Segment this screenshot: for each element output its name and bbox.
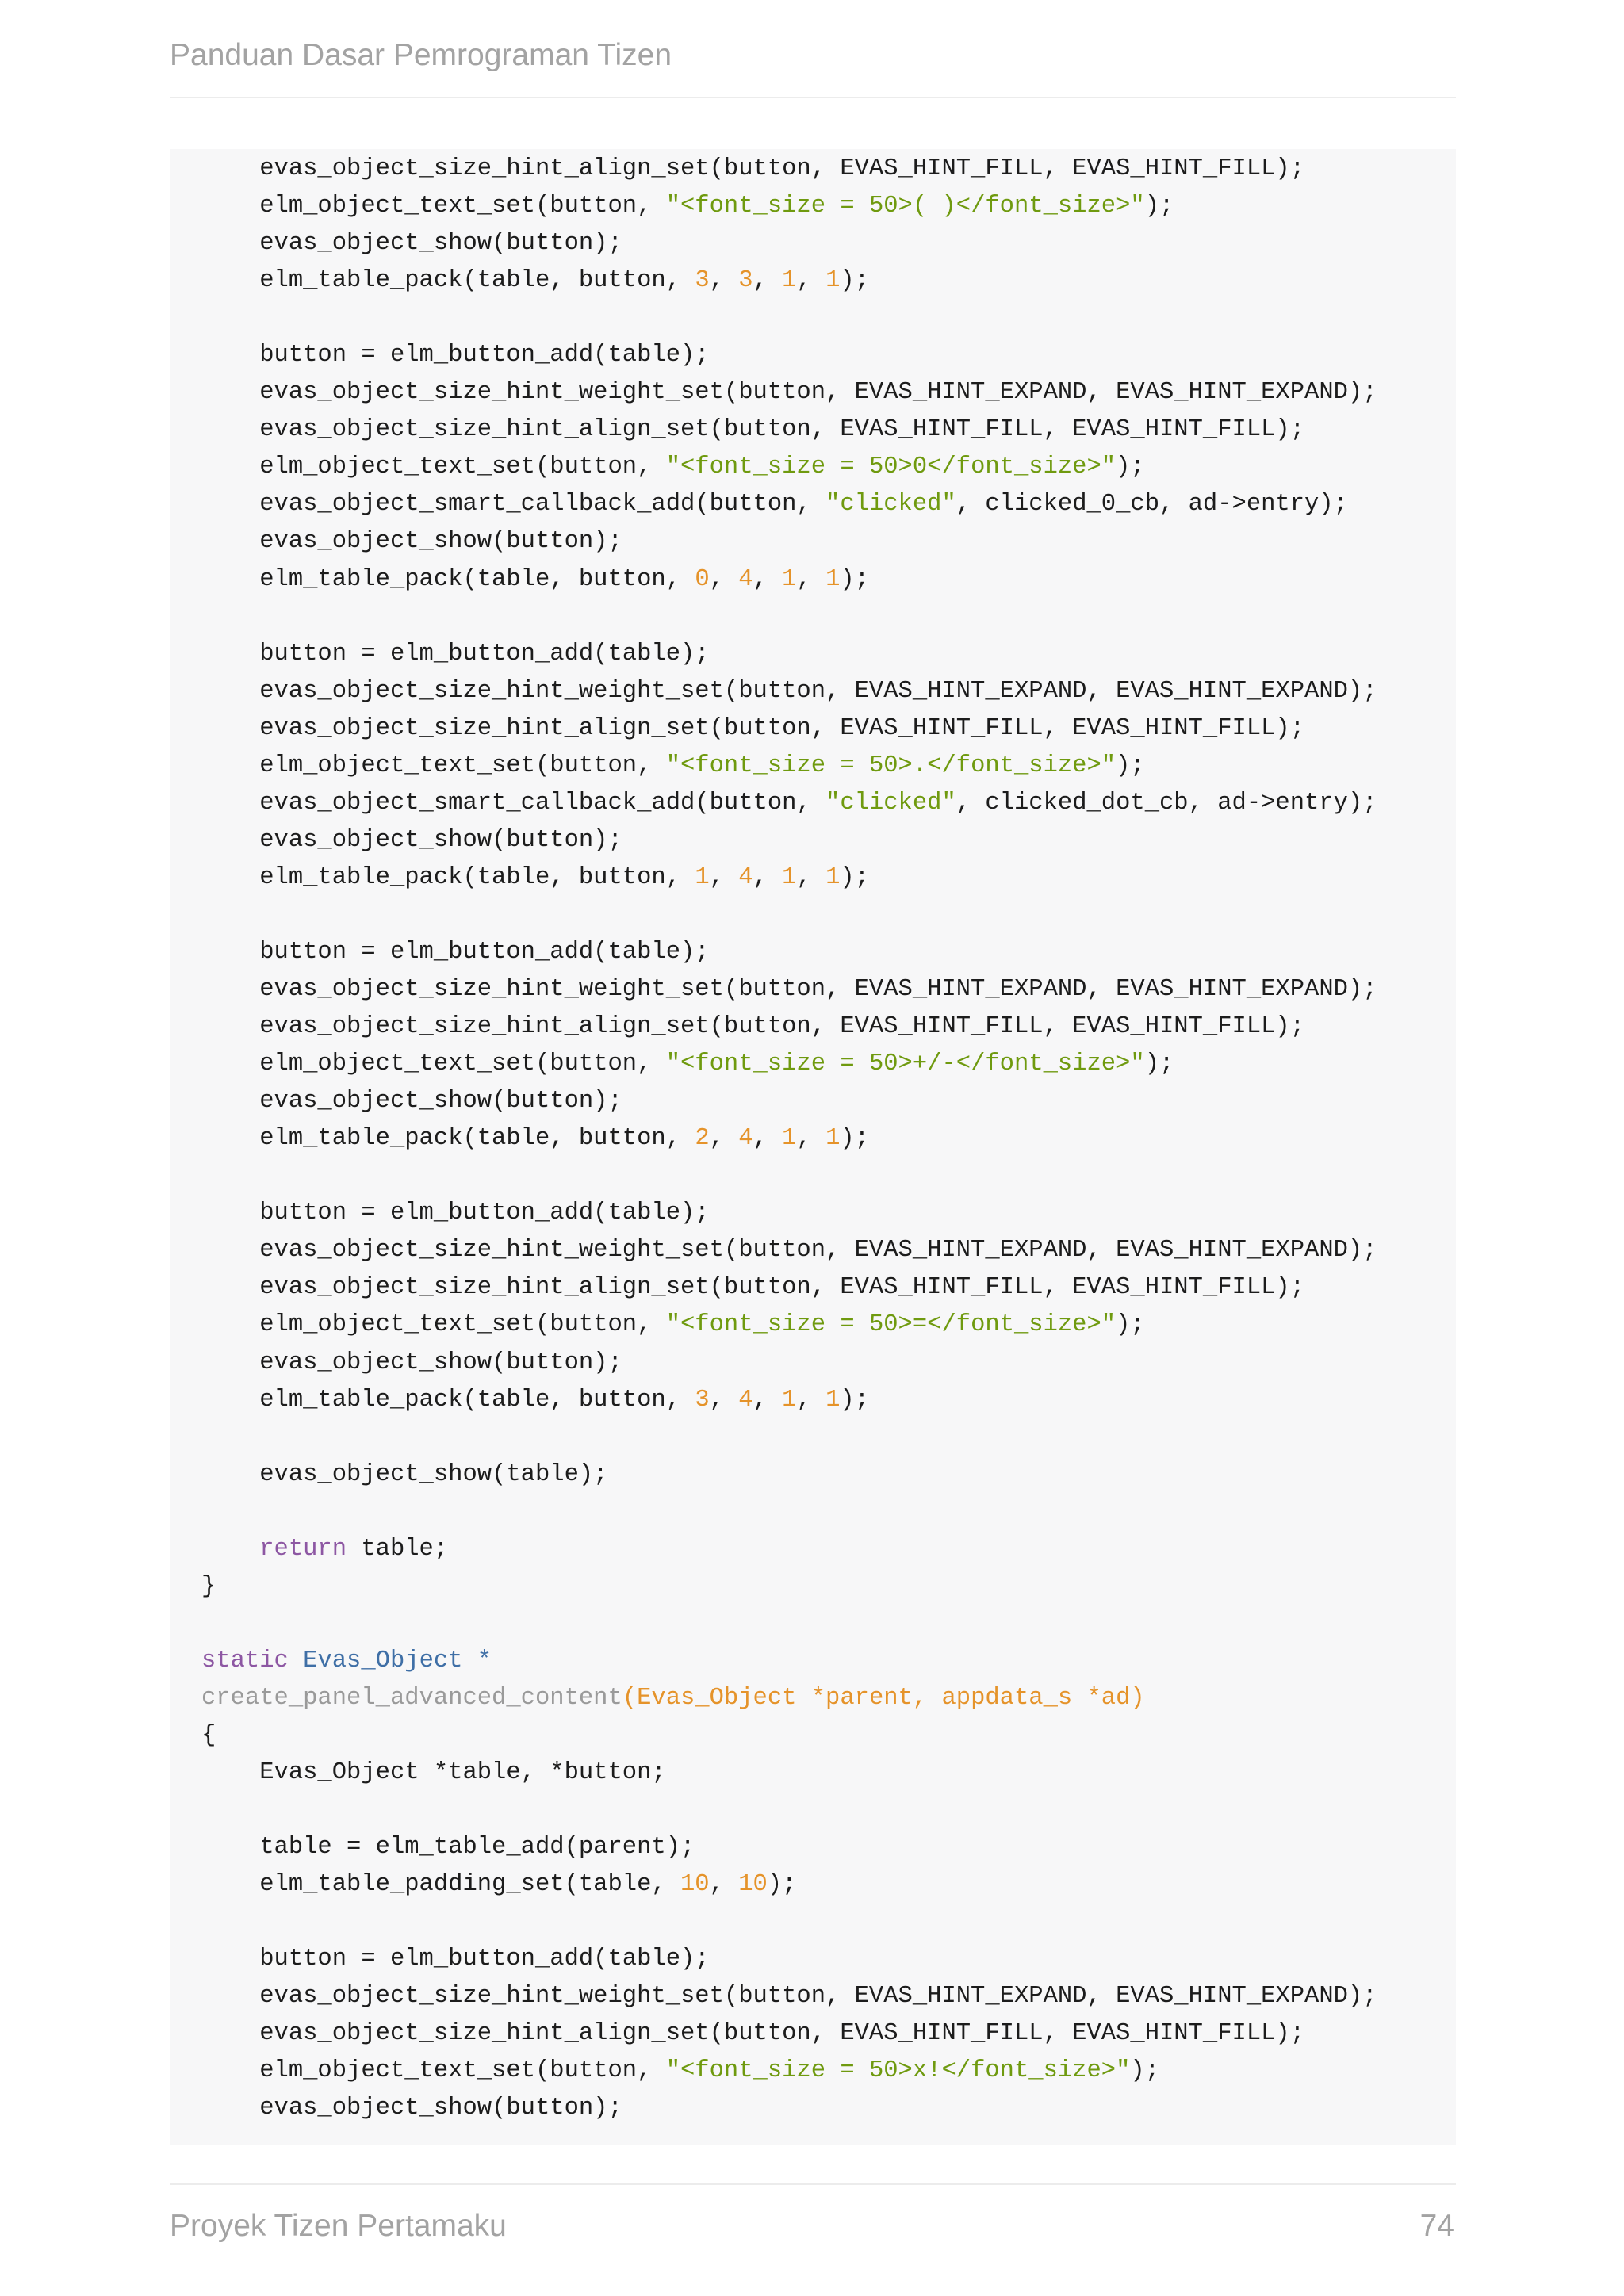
- code-token: elm_table_pack(table, button,: [201, 267, 695, 295]
- code-token: );: [1116, 752, 1145, 779]
- code-token: "<font_size = 50>0</font_size>": [665, 453, 1116, 481]
- code-line: [201, 1717, 1377, 1755]
- code-token: "<font_size = 50>+/-</font_size>": [665, 1050, 1145, 1078]
- code-token: evas_object_size_hint_align_set(button, EVAS_HINT_FILL, EVAS_HINT_FILL);: [201, 1274, 1305, 1302]
- code-line: [201, 1531, 1377, 1568]
- code-token: 1: [782, 1386, 797, 1414]
- code-token: "clicked": [825, 789, 956, 817]
- code-token: "<font_size = 50>x!</font_size>": [665, 2057, 1131, 2085]
- code-token: 4: [738, 1386, 753, 1414]
- code-token: ,: [709, 1386, 739, 1414]
- code-line: [201, 1792, 1377, 1829]
- code-token: evas_object_smart_callback_add(button,: [201, 491, 826, 519]
- code-token: button = elm_button_add(table);: [201, 1200, 710, 1227]
- code-token: static: [201, 1647, 289, 1674]
- page-header-title: Panduan Dasar Pemrograman Tizen: [170, 38, 672, 72]
- code-token: 1: [825, 1125, 841, 1153]
- code-token: "<font_size = 50>( )</font_size>": [665, 193, 1145, 220]
- code-token: table = elm_table_add(parent);: [201, 1834, 695, 1862]
- code-line: [201, 1419, 1377, 1456]
- code-line: [201, 2015, 1377, 2053]
- code-token: 1: [695, 863, 710, 891]
- code-line: [201, 934, 1377, 971]
- code-line: [201, 1904, 1377, 1941]
- code-line: [201, 1456, 1377, 1494]
- code-token: elm_table_pack(table, button,: [201, 1125, 695, 1153]
- code-line: [201, 1568, 1377, 1605]
- code-line: [201, 337, 1377, 374]
- code-line: [201, 785, 1377, 822]
- code-line: [201, 1158, 1377, 1195]
- code-token: evas_object_smart_callback_add(button,: [201, 789, 826, 817]
- code-token: [201, 1536, 259, 1563]
- code-token: 3: [695, 1386, 710, 1414]
- code-token: , clicked_dot_cb, ad->entry);: [956, 789, 1377, 817]
- code-token: evas_object_size_hint_align_set(button, EVAS_HINT_FILL, EVAS_HINT_FILL);: [201, 416, 1305, 444]
- code-line: [201, 486, 1377, 523]
- code-line: [201, 1120, 1377, 1158]
- code-line: [201, 710, 1377, 748]
- code-token: ,: [796, 1386, 826, 1414]
- code-line: [201, 1643, 1377, 1680]
- code-line: [201, 1605, 1377, 1643]
- code-token: button = elm_button_add(table);: [201, 1946, 710, 1973]
- code-token: ,: [753, 1125, 783, 1153]
- code-token: evas_object_size_hint_weight_set(button, EVAS_HINT_EXPAND, EVAS_HINT_EXPAND);: [201, 677, 1377, 705]
- code-token: 10: [680, 1871, 710, 1899]
- code-line: [201, 822, 1377, 859]
- code-line: [201, 1345, 1377, 1382]
- code-line: [201, 1829, 1377, 1866]
- code-token: elm_table_pack(table, button,: [201, 565, 695, 593]
- code-token: button = elm_button_add(table);: [201, 640, 710, 668]
- code-token: Evas_Object *table, *button;: [201, 1759, 666, 1787]
- code-line: [201, 859, 1377, 897]
- code-token: }: [201, 1572, 216, 1600]
- code-token: evas_object_size_hint_align_set(button, EVAS_HINT_FILL, EVAS_HINT_FILL);: [201, 714, 1305, 742]
- code-token: evas_object_show(button);: [201, 528, 622, 556]
- code-token: 3: [738, 267, 753, 295]
- code-token: ,: [709, 565, 739, 593]
- code-line: [201, 523, 1377, 561]
- code-line: [201, 2053, 1377, 2090]
- code-token: 1: [825, 863, 841, 891]
- code-line: [201, 1494, 1377, 1531]
- code-token: ,: [709, 267, 739, 295]
- code-token: elm_object_text_set(button,: [201, 193, 666, 220]
- code-token: "<font_size = 50>.</font_size>": [665, 752, 1116, 779]
- code-line: [201, 1083, 1377, 1120]
- code-line: [201, 151, 1377, 188]
- code-token: ,: [796, 565, 826, 593]
- code-token: );: [1144, 193, 1174, 220]
- code-line: [201, 1269, 1377, 1307]
- code-token: 1: [825, 267, 841, 295]
- page-footer-title: Proyek Tizen Pertamaku: [170, 2209, 507, 2243]
- code-token: );: [1144, 1050, 1174, 1078]
- code-token: ,: [753, 565, 783, 593]
- code-token: );: [840, 1125, 869, 1153]
- code-token: evas_object_size_hint_weight_set(button, EVAS_HINT_EXPAND, EVAS_HINT_EXPAND);: [201, 1983, 1377, 2011]
- code-token: {: [201, 1721, 216, 1749]
- code-line: [201, 449, 1377, 486]
- code-token: );: [840, 267, 869, 295]
- code-line: [201, 1046, 1377, 1083]
- code-token: 4: [738, 565, 753, 593]
- code-token: 3: [695, 267, 710, 295]
- code-token: );: [1130, 2057, 1160, 2085]
- code-token: "<font_size = 50>=</font_size>": [665, 1311, 1116, 1339]
- code-token: evas_object_size_hint_align_set(button, EVAS_HINT_FILL, EVAS_HINT_FILL);: [201, 2020, 1305, 2048]
- code-token: );: [840, 565, 869, 593]
- code-line: [201, 1307, 1377, 1344]
- code-token: "clicked": [825, 491, 956, 519]
- code-line: [201, 1866, 1377, 1904]
- code-token: 1: [782, 1125, 797, 1153]
- code-token: elm_table_pack(table, button,: [201, 863, 695, 891]
- code-line: [201, 1680, 1377, 1717]
- code-token: create_panel_advanced_content: [201, 1684, 622, 1712]
- code-line: [201, 300, 1377, 337]
- code-token: evas_object_show(table);: [201, 1460, 608, 1488]
- code-token: button = elm_button_add(table);: [201, 938, 710, 966]
- page-number: 74: [1419, 2209, 1454, 2243]
- code-token: evas_object_show(button);: [201, 2095, 622, 2122]
- code-token: (Evas_Object *parent, appdata_s *ad): [622, 1684, 1145, 1712]
- code-line: [201, 1978, 1377, 2015]
- code-token: 1: [782, 565, 797, 593]
- code-line: [201, 897, 1377, 934]
- code-line: [201, 599, 1377, 636]
- code-block: [170, 149, 1456, 2145]
- code-token: elm_object_text_set(button,: [201, 2057, 666, 2085]
- code-token: button = elm_button_add(table);: [201, 342, 710, 369]
- header-divider: [170, 97, 1456, 98]
- code-line: [201, 1382, 1377, 1419]
- code-token: ,: [753, 267, 783, 295]
- code-token: ,: [709, 863, 739, 891]
- code-token: return: [259, 1535, 347, 1563]
- code-token: 0: [695, 565, 710, 593]
- code-token: ,: [753, 863, 783, 891]
- code-token: elm_table_pack(table, button,: [201, 1386, 695, 1414]
- code-line: [201, 225, 1377, 262]
- code-line: [201, 748, 1377, 785]
- code-token: ,: [709, 1871, 739, 1899]
- code-line: [201, 1008, 1377, 1046]
- code-token: ,: [796, 1125, 826, 1153]
- code-token: 10: [738, 1871, 768, 1899]
- code-token: elm_table_padding_set(table,: [201, 1871, 680, 1899]
- code-token: );: [840, 1386, 869, 1414]
- code-token: evas_object_size_hint_weight_set(button, EVAS_HINT_EXPAND, EVAS_HINT_EXPAND);: [201, 976, 1377, 1004]
- code-line: [201, 673, 1377, 710]
- code-token: elm_object_text_set(button,: [201, 1050, 666, 1078]
- code-token: evas_object_show(button);: [201, 1349, 622, 1376]
- code-token: [289, 1647, 303, 1674]
- code-token: 1: [782, 267, 797, 295]
- code-line: [201, 188, 1377, 225]
- code-token: ,: [796, 267, 826, 295]
- footer-divider: [170, 2183, 1456, 2185]
- code-token: elm_object_text_set(button,: [201, 752, 666, 779]
- code-token: ,: [709, 1125, 739, 1153]
- code-line: [201, 2090, 1377, 2127]
- code-line: [201, 1195, 1377, 1232]
- code-token: 1: [825, 565, 841, 593]
- code-token: evas_object_show(button);: [201, 826, 622, 854]
- code-token: table;: [347, 1535, 449, 1563]
- code-line: [201, 1941, 1377, 1978]
- code-token: , clicked_0_cb, ad->entry);: [956, 491, 1348, 519]
- code-line: [201, 411, 1377, 449]
- code-token: 4: [738, 863, 753, 891]
- code-listing: [201, 151, 1377, 2127]
- code-token: evas_object_size_hint_weight_set(button, EVAS_HINT_EXPAND, EVAS_HINT_EXPAND);: [201, 379, 1377, 407]
- code-token: );: [840, 863, 869, 891]
- code-line: [201, 636, 1377, 673]
- code-token: evas_object_size_hint_weight_set(button, EVAS_HINT_EXPAND, EVAS_HINT_EXPAND);: [201, 1237, 1377, 1265]
- code-token: 4: [738, 1125, 753, 1153]
- code-token: Evas_Object *: [303, 1647, 492, 1674]
- code-line: [201, 1755, 1377, 1792]
- code-token: ,: [753, 1386, 783, 1414]
- code-line: [201, 561, 1377, 599]
- code-token: 1: [825, 1386, 841, 1414]
- code-token: evas_object_size_hint_align_set(button, EVAS_HINT_FILL, EVAS_HINT_FILL);: [201, 1013, 1305, 1041]
- code-token: );: [1116, 1311, 1145, 1339]
- code-token: elm_object_text_set(button,: [201, 1311, 666, 1339]
- code-token: evas_object_show(button);: [201, 230, 622, 258]
- code-token: 1: [782, 863, 797, 891]
- code-line: [201, 262, 1377, 300]
- code-token: elm_object_text_set(button,: [201, 453, 666, 481]
- code-token: );: [767, 1871, 797, 1899]
- code-token: evas_object_show(button);: [201, 1088, 622, 1115]
- code-token: );: [1116, 453, 1145, 481]
- code-line: [201, 1232, 1377, 1269]
- code-line: [201, 374, 1377, 411]
- code-token: 2: [695, 1125, 710, 1153]
- code-token: evas_object_size_hint_align_set(button, EVAS_HINT_FILL, EVAS_HINT_FILL);: [201, 155, 1305, 182]
- code-line: [201, 971, 1377, 1008]
- code-token: ,: [796, 863, 826, 891]
